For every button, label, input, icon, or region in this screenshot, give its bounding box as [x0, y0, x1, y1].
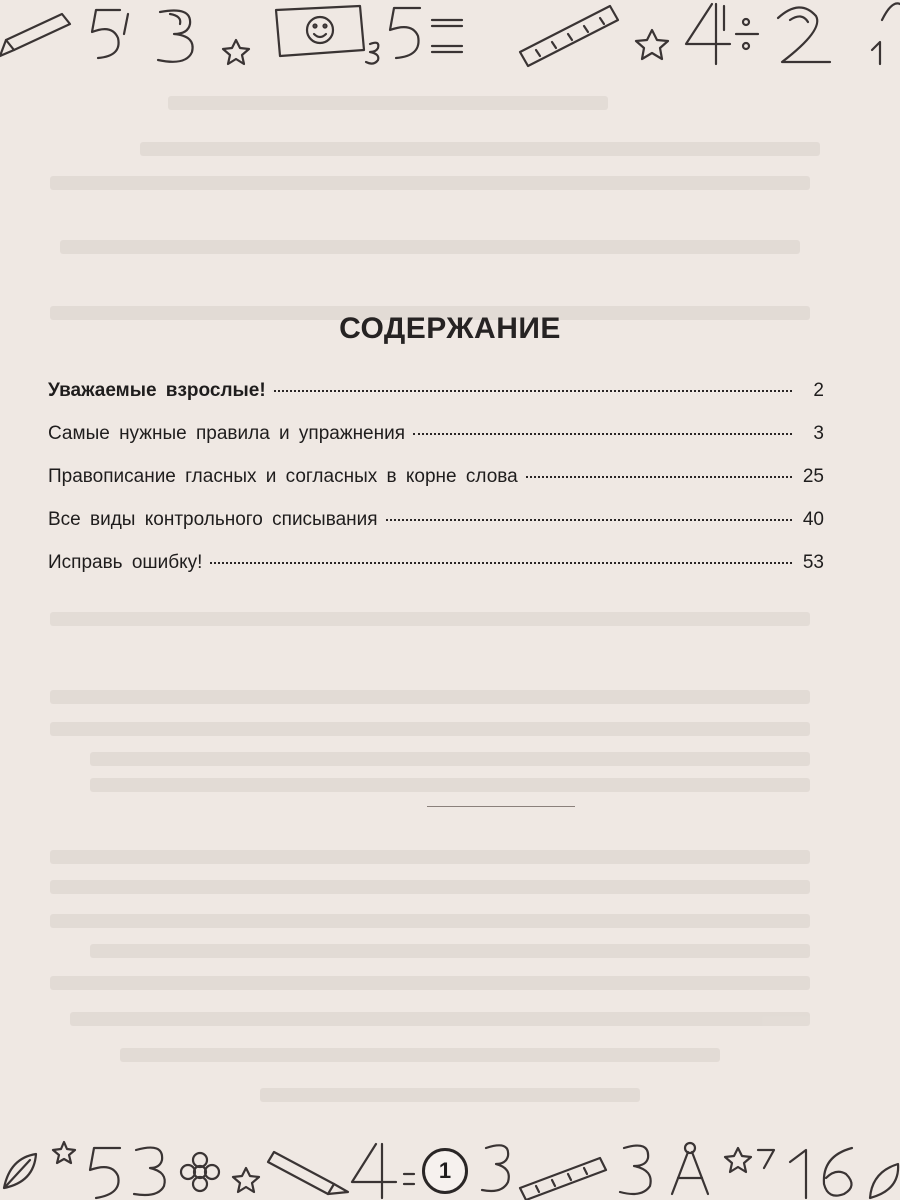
- digit-5-icon: [90, 1148, 120, 1198]
- banknote-icon: [276, 6, 364, 56]
- digit-3-icon: [134, 1148, 165, 1195]
- pencil-icon: [0, 14, 70, 56]
- digit-3-icon: [482, 1145, 509, 1191]
- page-number-badge: [422, 1148, 468, 1194]
- toc-entry[interactable]: [48, 380, 824, 423]
- toc-entry-page: 2: [813, 380, 824, 401]
- dot-leader: [386, 519, 792, 521]
- pencil-icon: [268, 1152, 348, 1194]
- page-number: 1: [438, 1158, 452, 1183]
- equals-icon: [432, 20, 462, 52]
- dot-leader: [274, 390, 792, 392]
- star-icon: [725, 1148, 751, 1172]
- digit-7-icon: [758, 1150, 774, 1168]
- leaf-icon: [870, 1164, 898, 1198]
- toc-entry-page: 3: [813, 423, 824, 444]
- ruler-icon: [520, 1158, 606, 1200]
- star-icon: [223, 40, 249, 64]
- toc-entry-page: 40: [802, 509, 824, 530]
- circle-digit-icon: [882, 3, 900, 20]
- digit-4-icon: [686, 4, 730, 64]
- toc-entry-label: Все виды контрольного списывания: [48, 509, 378, 530]
- ruler-icon: [520, 6, 618, 66]
- digit-5-icon: [390, 8, 420, 58]
- top-doodle-border: [0, 0, 900, 72]
- toc-entry[interactable]: [48, 509, 824, 552]
- flower-icon: [181, 1153, 219, 1191]
- toc-entry-label: Правописание гласных и согласных в корне слова: [48, 466, 518, 487]
- digit-3-icon: [158, 11, 193, 62]
- digit-3-small-icon: [366, 43, 378, 64]
- digit-1-icon: [790, 1150, 806, 1198]
- star-icon: [53, 1142, 75, 1163]
- digit-1-icon: [872, 42, 880, 64]
- digit-5-icon: [92, 10, 128, 58]
- section-divider: [427, 806, 575, 807]
- contents-title: СОДЕРЖАНИЕ: [339, 312, 561, 346]
- dot-leader: [210, 562, 792, 564]
- digit-4-icon: [352, 1144, 396, 1198]
- dot-leader: [413, 433, 792, 435]
- star-icon: [233, 1168, 259, 1192]
- toc-entry-page: 53: [802, 552, 824, 573]
- toc-entry-label: Самые нужные правила и упражнения: [48, 423, 406, 444]
- toc-entry[interactable]: [48, 423, 824, 466]
- toc-entry-label: Уважаемые взрослые!: [48, 380, 266, 401]
- compass-icon: [672, 1143, 708, 1194]
- dashes-icon: [404, 1174, 414, 1184]
- digit-3-icon: [620, 1146, 651, 1194]
- digit-2-icon: [778, 7, 830, 62]
- leaf-icon: [4, 1154, 36, 1188]
- divide-icon: [736, 19, 758, 49]
- table-of-contents: [48, 380, 824, 595]
- star-icon: [636, 30, 668, 59]
- toc-entry-label: Исправь ошибку!: [48, 552, 203, 573]
- dot-leader: [526, 476, 792, 478]
- toc-entry[interactable]: [48, 466, 824, 509]
- digit-6-icon: [824, 1148, 852, 1196]
- toc-entry[interactable]: [48, 552, 824, 595]
- toc-entry-page: 25: [802, 466, 824, 487]
